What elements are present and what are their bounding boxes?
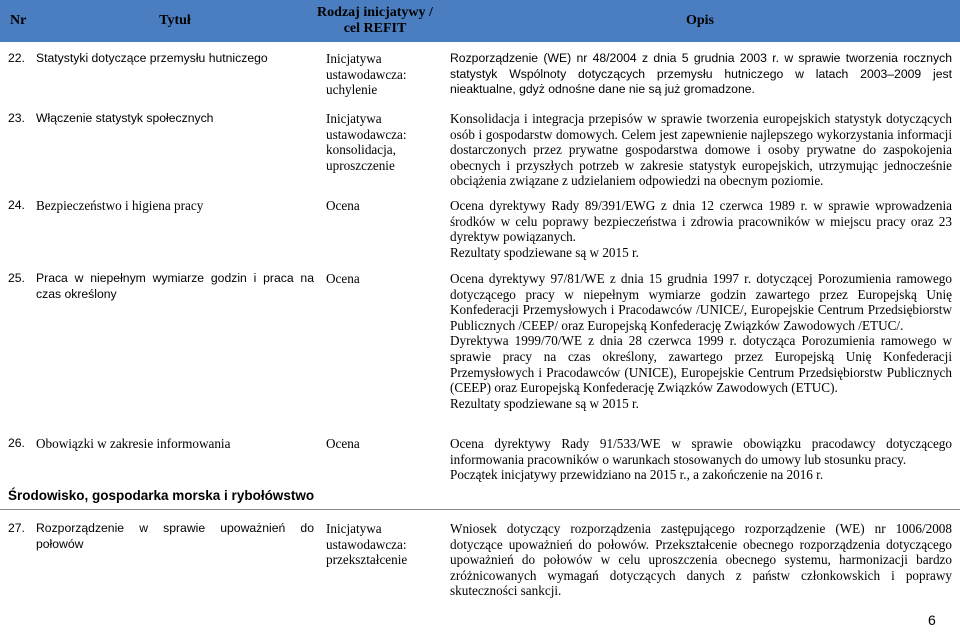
row-title: Praca w niepełnym wymiarze godzin i praca na czas określony [36, 271, 314, 301]
description-paragraph: Rezultaty spodziewane są w 2015 r. [450, 395, 639, 411]
row-kind: Inicjatywa ustawodawcza: przekształcenie [326, 521, 408, 568]
row-title: Rozporządzenie w sprawie upoważnień do połowów [36, 521, 314, 551]
header-opis: Opis [685, 13, 714, 28]
header-rodzaj-line1: Rodzaj inicjatywy / [317, 5, 433, 20]
row-description [450, 198, 952, 260]
row-number: 27. [8, 521, 25, 535]
row-description [450, 111, 952, 189]
description-paragraph: Konsolidacja i integracja przepisów w sprawie tworzenia europejskich statystyk dotyczących osób i gospodarstw domowych. Celem jest zapewnienie najlepszego wykorzystania informacji dostarczonych przez prywatne gospodarstwa domowe i osoby prywatne do zaspokojenia obecnych i przyszłych potrzeb w zakresie statystyk europejskich, utrzymując jednocześnie obciążenia związane z udzielaniem odpowiedzi na obecnym poziomie. [450, 111, 952, 189]
description-paragraph: Ocena dyrektywy Rady 91/533/WE w sprawie obowiązku pracodawcy dotyczącego informowania pracowników o warunkach stosowanych do umowy lub stosunku pracy. [450, 436, 952, 467]
header-rodzaj-line2: cel REFIT [343, 21, 407, 36]
row-kind: Ocena [326, 436, 360, 451]
description-paragraph: Dyrektywa 1999/70/WE z dnia 28 czerwca 1999 r. dotycząca Porozumienia ramowego w sprawie pracy na czas określony, zawartego przez Europejską Unię Konfederacji Przemysłowych i Pracodawców (UNICE), Europejskie Centrum Przedsiębiorstw Publicznych (CEEP) oraz Europejską Konfederację Związków Zawodowych (ETUC). [450, 333, 952, 396]
row-title: Bezpieczeństwo i higiena pracy [36, 198, 204, 213]
row-number: 26. [8, 436, 25, 450]
description-paragraph: Rezultaty spodziewane są w 2015 r. [450, 244, 639, 260]
row-number: 25. [8, 271, 25, 285]
row-kind: Ocena [326, 198, 360, 213]
row-description [450, 521, 952, 599]
description-paragraph: Ocena dyrektywy Rady 89/391/EWG z dnia 12 czerwca 1989 r. w sprawie wprowadzenia środków w celu poprawy bezpieczeństwa i zdrowia pracowników w miejscu pracy oraz 23 dyrektyw powiązanych. [450, 198, 952, 245]
row-description [450, 436, 952, 483]
row-kind: Inicjatywa ustawodawcza: uchylenie [326, 51, 407, 98]
row-kind: Inicjatywa ustawodawcza: konsolidacja, uproszczenie [326, 111, 407, 173]
row-title: Obowiązki w zakresie informowania [36, 436, 231, 451]
section-divider [0, 509, 960, 510]
description-paragraph: Rozporządzenie (WE) nr 48/2004 z dnia 5 grudnia 2003 r. w sprawie tworzenia rocznych statystyk Wspólnoty dotyczących przemysłu hutniczego w latach 2003–2009 jest nieaktualne, gdyż odnośne dane nie są już gromadzone. [450, 51, 952, 97]
row-title: Statystyki dotyczące przemysłu hutniczego [36, 51, 268, 65]
header-rodzaj [310, 0, 440, 42]
row-number: 24. [8, 198, 25, 212]
row-description [450, 271, 952, 411]
header-tytul: Tytuł [159, 13, 191, 28]
row-description [450, 51, 952, 98]
row-title: Włączenie statystyk społecznych [36, 111, 214, 125]
section-heading: Środowisko, gospodarka morska i rybołówstwo [8, 488, 315, 503]
description-paragraph: Wniosek dotyczący rozporządzenia zastępującego rozporządzenie (WE) nr 1006/2008 dotyczące upoważnień do połowów. Przekształcenie obecnego rozporządzenia dotyczącego upoważnień do połowów w celu uproszczenia obecnego systemu, harmonizacji bardzo zróżnicowanych wymagań dotyczących danych z państw członkowskich i poprawy skuteczności sankcji. [450, 521, 952, 599]
page-number: 6 [928, 612, 936, 628]
row-number: 23. [8, 111, 25, 125]
description-paragraph: Ocena dyrektywy 97/81/WE z dnia 15 grudnia 1997 r. dotyczącej Porozumienia ramowego dotyczącego pracy w niepełnym wymiarze godzin zawartego przez Europejską Unię Konfederacji Przemysłowych i Pracodawców /UNICE/, Europejskie Centrum Przedsiębiorstw Publicznych /CEEP/ oraz Europejską Konfederację Związków Zawodowych /ETUC/. [450, 271, 952, 333]
row-kind: Ocena [326, 271, 360, 286]
header-nr: Nr [10, 13, 27, 28]
row-number: 22. [8, 51, 25, 65]
description-paragraph: Początek inicjatywy przewidziano na 2015 r., a zakończenie na 2016 r. [450, 467, 824, 483]
table-header [0, 0, 960, 42]
